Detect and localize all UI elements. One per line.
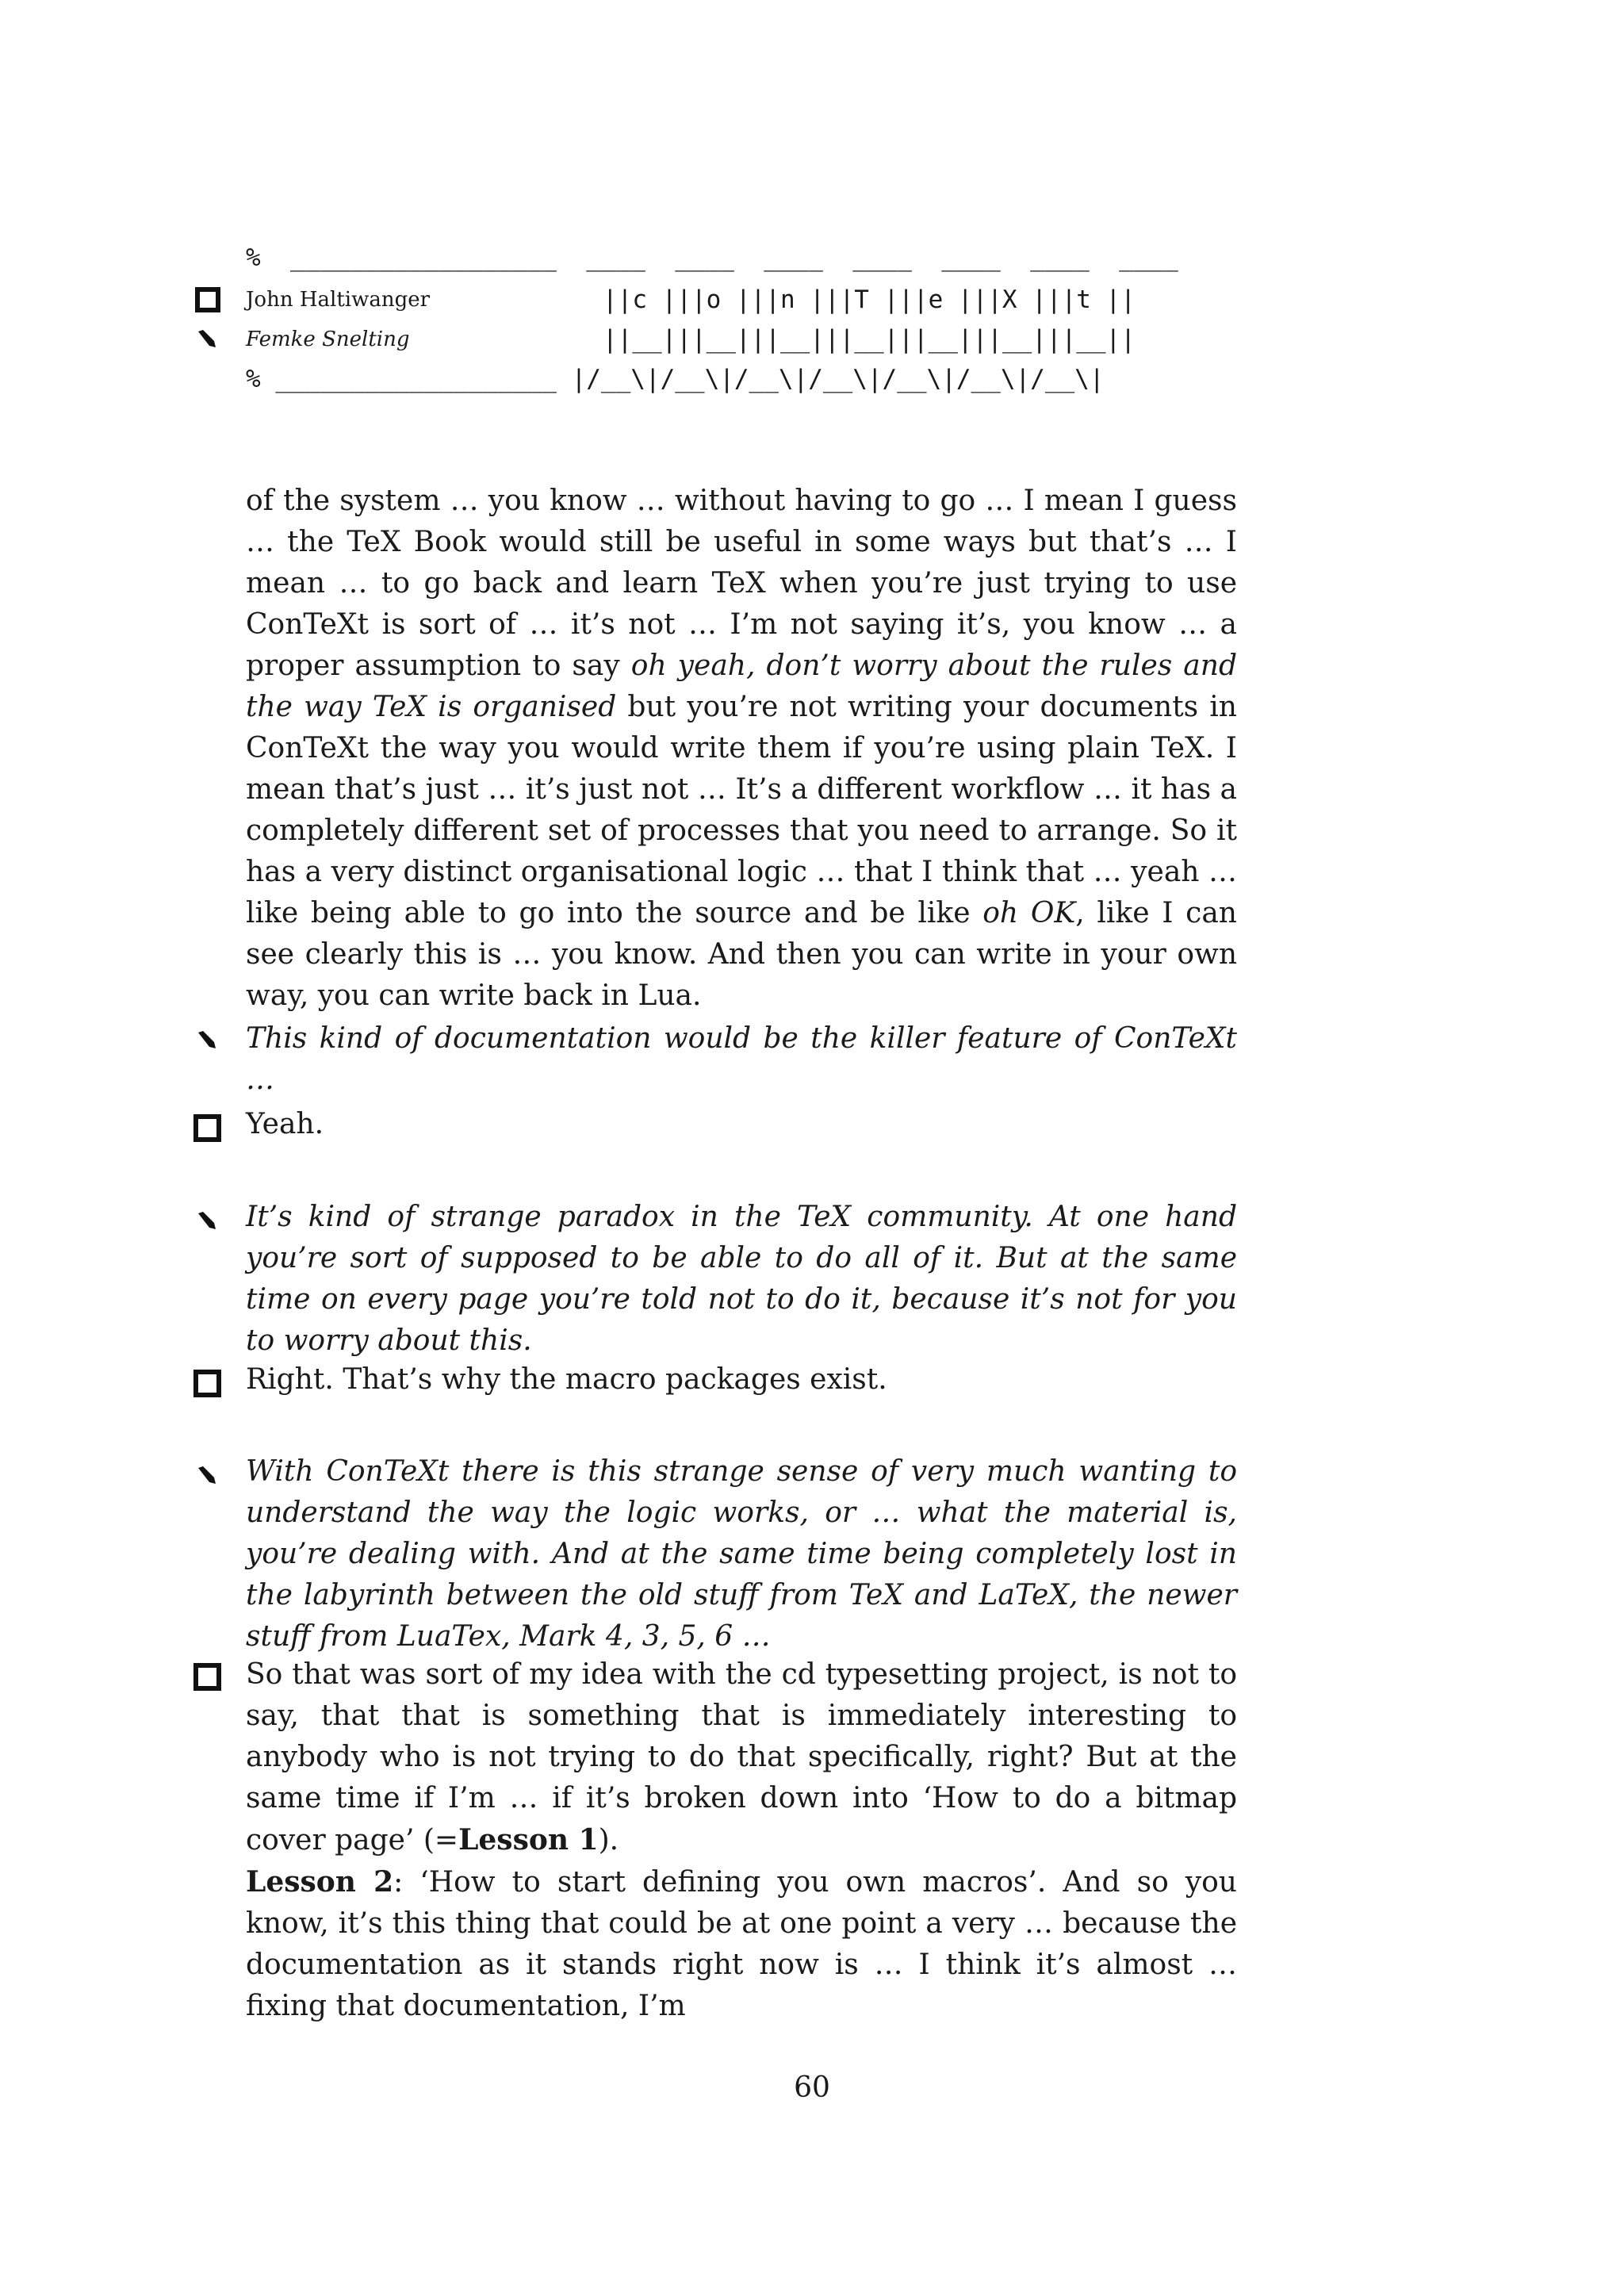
- pen-icon: [195, 1028, 220, 1053]
- dialogue-femke-1: This kind of documentation would be the killer feature of ConTeXt …: [246, 1022, 1237, 1096]
- speaker-name-john: John Haltiwanger: [246, 288, 431, 312]
- dialogue-john-3: Right. That’s why the macro packages exist.: [246, 1363, 887, 1396]
- dialogue-john-2: Yeah.: [246, 1108, 324, 1140]
- ascii-context-bottom: ||__|||__|||__|||__|||__|||__|||__||: [603, 325, 1136, 354]
- pen-icon: [195, 1463, 220, 1489]
- dialogue-john-4: So that was sort of my idea with the cd typesetting project, is not to say, that that is something that is immediately interesting to anybody who is not trying to do that specifically, right? But at the same time if I’m … if it’s broken down into ‘How to do a bitmap cover page’ (=Lesson 1). Lesson 2: ‘How to start defining you own macros’. And so you know, it’s this thing that could be at one point a very … because the documentation as it stands right now is … I think it’s almost … fixing that documentation, I’m: [246, 1658, 1237, 2022]
- ascii-context-letters: ||c |||o |||n |||T |||e |||X |||t ||: [603, 285, 1136, 314]
- square-icon: [193, 1114, 221, 1142]
- square-icon: [195, 287, 220, 312]
- ascii-rule-bottom: % ___________________ |/__\|/__\|/__\|/__\|/__\|/__\|/__\|: [246, 365, 1105, 393]
- pen-icon: [195, 1209, 220, 1234]
- speaker-name-femke: Femke Snelting: [246, 328, 410, 351]
- ascii-rule-top: % __________________ ____ ____ ____ ____ ____ ____ ____: [246, 243, 1178, 272]
- page-number: 60: [794, 2071, 830, 2104]
- pen-icon: [195, 327, 220, 352]
- dialogue-john-1: of the system … you know … without having to go … I mean I guess … the TeX Book would still be useful in some ways but that’s … I mean … to go back and learn TeX when you’re just trying to use ConTeXt is sort of … it’s not … I’m not saying it’s, you know … a proper assumption to say oh yeah, don’t worry about the rules and the way TeX is organised but you’re not writing your documents in ConTeXt the way you would write them if you’re using plain TeX. I mean that’s just … it’s just not … It’s a different workflow … it has a completely different set of processes that you need to arrange. So it has a very distinct organisational logic … that I think that … yeah … like being able to go into the source and be like oh OK, like I can see clearly this is … you know. And then you can write in your own way, you can write back in Lua.: [246, 485, 1237, 1012]
- square-icon: [193, 1370, 221, 1397]
- square-icon: [193, 1663, 221, 1691]
- dialogue-femke-3: With ConTeXt there is this strange sense of very much wanting to understand the way the logic works, or … what the material is, you’re dealing with. And at the same time being completely lost in the labyrinth between the old stuff from TeX and LaTeX, the newer stuff from LuaTex, Mark 4, 3, 5, 6 …: [246, 1455, 1237, 1653]
- dialogue-femke-2: It’s kind of strange paradox in the TeX community. At one hand you’re sort of supposed to be able to do all of it. But at the same time on every page you’re told not to do it, because it’s not for you to worry about this.: [246, 1201, 1237, 1357]
